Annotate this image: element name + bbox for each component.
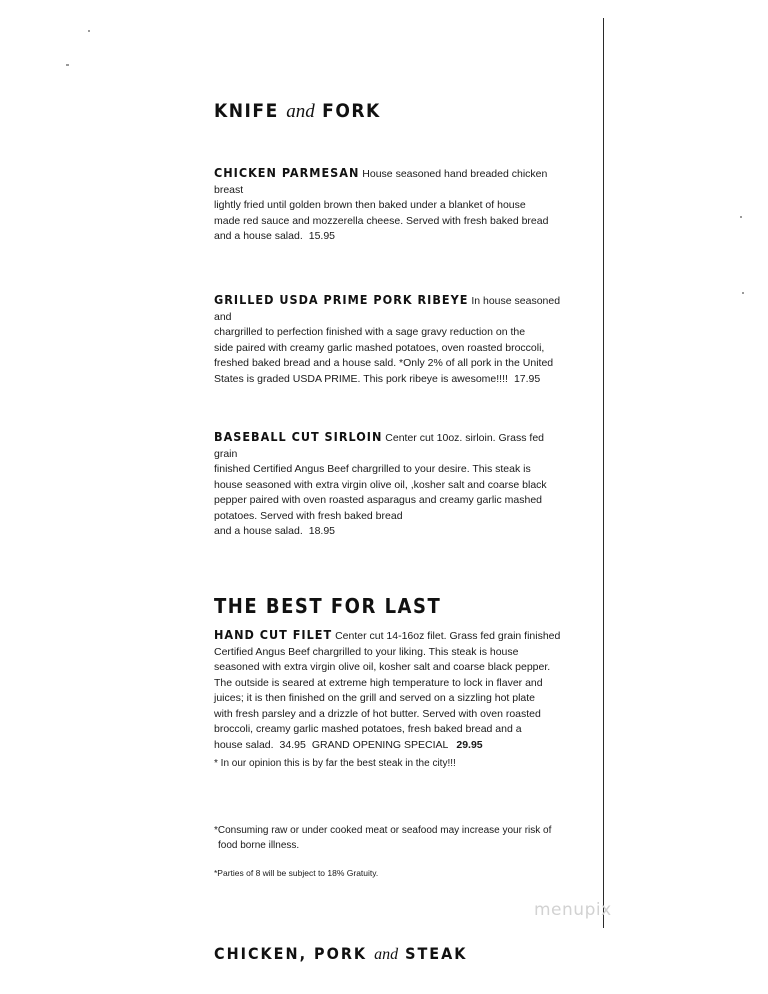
item-desc: made red sauce and mozzerella cheese. Served with fresh baked bread: [214, 214, 549, 227]
menu-item-chicken-parmesan: [214, 165, 564, 245]
page-divider-line: [603, 18, 604, 928]
item-name: HAND CUT FILET: [214, 627, 333, 642]
note-line: food borne illness.: [218, 840, 300, 851]
item-name: GRILLED USDA PRIME PORK RIBEYE: [214, 292, 469, 307]
item-desc: In house seasoned and: [214, 295, 561, 323]
item-desc: juices; it is then finished on the grill and served on a sizzling hot plate: [214, 692, 536, 704]
item-name: CHICKEN PARMESAN: [214, 165, 360, 180]
item-desc: freshed baked bread and a house sald. *Only 2% of all pork in the United: [214, 357, 554, 369]
item-desc: and a house salad.: [214, 230, 303, 242]
item-desc: and a house salad.: [214, 525, 303, 537]
item-desc: with fresh parsley and a drizzle of hot butter. Served with oven roasted: [214, 707, 541, 720]
item-desc: Certified Angus Beef chargrilled to your liking. This steak is house: [214, 645, 519, 658]
menu-item-pork-ribeye: [214, 292, 564, 387]
menu-item-baseball-cut-sirloin: [214, 429, 564, 540]
section-title-knife-and-fork: KNIFE and FORK: [214, 100, 381, 122]
note-consumption-warning: [214, 823, 574, 853]
item-desc: lightly fried until golden brown then baked under a blanket of house: [214, 199, 526, 211]
item-desc: house salad.: [214, 738, 274, 751]
item-desc: chargrilled to perfection finished with a sage gravy reduction on the: [214, 326, 526, 338]
special-price: 29.95: [456, 738, 483, 751]
item-desc: potatoes. Served with fresh baked bread: [214, 509, 403, 522]
footer-title: CHICKEN, PORK and STEAK: [214, 944, 468, 963]
item-desc: pepper paired with oven roasted asparagus and creamy garlic mashed: [214, 494, 543, 506]
item-name: BASEBALL CUT SIRLOIN: [214, 429, 383, 444]
item-desc: broccoli, creamy garlic mashed potatoes, fresh baked bread and a: [214, 723, 522, 735]
item-desc: finished Certified Angus Beef chargrilled to your desire. This steak is: [214, 463, 531, 475]
scan-speck: [88, 30, 90, 32]
item-desc: Center cut 10oz. sirloin. Grass fed grain: [214, 432, 545, 460]
scan-speck: [740, 216, 742, 218]
item-desc: House seasoned hand breaded chicken breast: [214, 168, 548, 196]
item-desc: side paired with creamy garlic mashed potatoes, oven roasted broccoli,: [214, 341, 545, 354]
item-desc: house seasoned with extra virgin olive oil, ,kosher salt and coarse black: [214, 478, 547, 491]
item-price: 15.95: [308, 230, 336, 242]
item-desc: The outside is seared at extreme high temperature to lock in flaver and: [214, 676, 543, 689]
item-price: 17.95: [513, 372, 541, 385]
item-desc: States is graded USDA PRIME. This pork ribeye is awesome!!!!: [214, 372, 508, 385]
scan-speck: [742, 292, 744, 294]
item-price: 34.95: [279, 738, 306, 751]
scan-speck: [66, 64, 69, 66]
note-gratuity: *Parties of 8 will be subject to 18% Gratuity.: [214, 868, 379, 878]
watermark-logo: menupix: [534, 900, 612, 920]
section-title-best-for-last: THE BEST FOR LAST: [214, 594, 442, 618]
item-desc: seasoned with extra virgin olive oil, kosher salt and coarse black pepper.: [214, 661, 551, 673]
note-line: *Consuming raw or under cooked meat or seafood may increase your risk of: [214, 825, 552, 836]
special-label: GRAND OPENING SPECIAL: [311, 738, 449, 751]
note-best-steak: * In our opinion this is by far the best steak in the city!!!: [214, 758, 456, 769]
item-price: 18.95: [308, 525, 336, 537]
menu-item-hand-cut-filet: [214, 627, 564, 753]
item-desc: Center cut 14-16oz filet. Grass fed grain finished: [335, 630, 561, 642]
